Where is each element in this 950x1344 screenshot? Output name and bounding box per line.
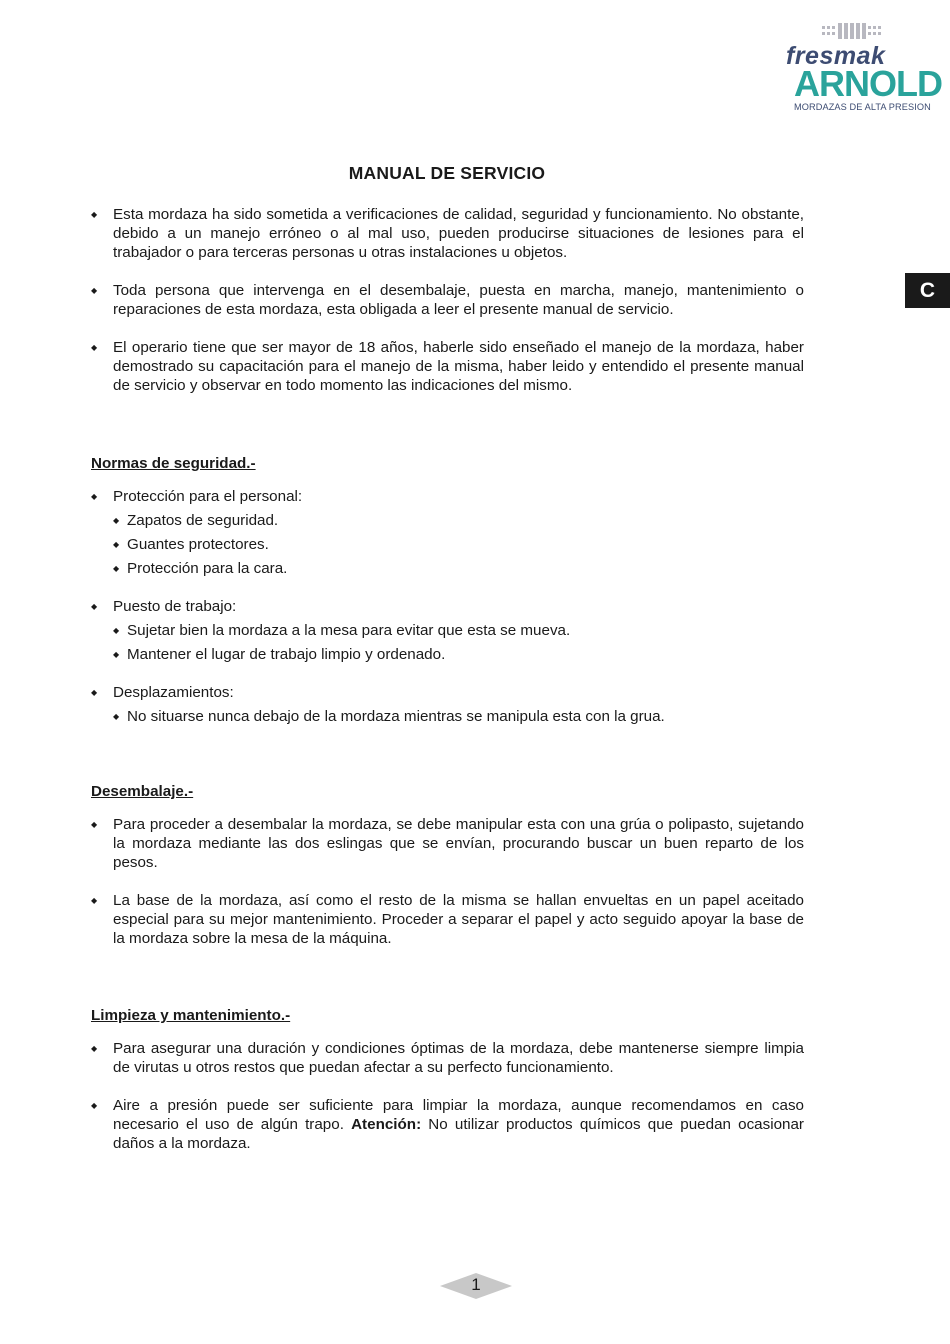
- list-item: ◆ Puesto de trabajo:: [91, 597, 804, 616]
- list-item: ◆ La base de la mordaza, así como el resto de la misma se hallan envueltas en un papel aceitado especial para su mejor mantenimiento. Proceder a separar el papel y acto seguido apoyar la base de la mordaza sobre la mesa de la máquina.: [91, 891, 804, 948]
- logo-tagline: MORDAZAS DE ALTA PRESION: [794, 102, 931, 112]
- warning-pre-text: Aire a presión puede ser suficiente para limpiar la mordaza, aunque recomendamos en caso necesario el uso de algún trapo.: [113, 1097, 804, 1133]
- page-number: [440, 1273, 512, 1299]
- list-item: ◆ El operario tiene que ser mayor de 18 años, haberle sido enseñado el manejo de la mordaza, haber demostrado su capacitación para el manejo de la misma, haber leido y entendido el presente manual de servicio y observar en todo momento las indicaciones del mismo.: [91, 338, 804, 395]
- list-item: ◆ Desplazamientos:: [91, 683, 804, 702]
- unpacking-section: [91, 782, 804, 948]
- safety-section: [91, 454, 804, 726]
- list-item: ◆ Protección para el personal:: [91, 487, 804, 506]
- sub-list-item: ◆ Protección para la cara.: [91, 559, 804, 578]
- sub-list-item: ◆ Mantener el lugar de trabajo limpio y ordenado.: [91, 645, 804, 664]
- sub-list-item: ◆ Sujetar bien la mordaza a la mesa para evitar que esta se mueva.: [91, 621, 804, 640]
- sub-list-item: ◆ Zapatos de seguridad.: [91, 511, 804, 530]
- list-item: [91, 1096, 804, 1153]
- list-item: ◆ Toda persona que intervenga en el desembalaje, puesta en marcha, manejo, mantenimiento o reparaciones de esta mordaza, esta obligada a leer el presente manual de servicio.: [91, 281, 804, 319]
- cleaning-section: [91, 1006, 804, 1153]
- company-logo: [780, 20, 942, 115]
- list-item: ◆ Esta mordaza ha sido sometida a verificaciones de calidad, seguridad y funcionamiento. No obstante, debido a un manejo erróneo o al mal uso, pueden producirse situaciones de lesiones para el trabajador o para terceras personas u otras instalaciones u objetos.: [91, 205, 804, 262]
- sub-list-item: ◆ Guantes protectores.: [91, 535, 804, 554]
- warning-label: Atención:: [351, 1116, 422, 1133]
- intro-section: [91, 205, 804, 395]
- section-heading: Limpieza y mantenimiento.-: [91, 1007, 291, 1024]
- page-number-text: 1: [471, 1275, 481, 1294]
- warning-post-text: No utilizar productos químicos que puedan ocasionar daños a la mordaza.: [113, 1116, 804, 1152]
- list-item: ◆ Para asegurar una duración y condiciones óptimas de la mordaza, debe mantenerse siempre limpia de virutas u otros restos que puedan afectar a su perfecto funcionamiento.: [91, 1039, 804, 1077]
- logo-grid-icon: [822, 22, 882, 42]
- section-heading: Desembalaje.-: [91, 783, 194, 800]
- logo-brand-top: fresmak: [786, 42, 886, 70]
- page-title: MANUAL DE SERVICIO: [348, 163, 546, 183]
- section-heading: Normas de seguridad.-: [91, 455, 256, 472]
- sub-list-item: ◆ No situarse nunca debajo de la mordaza mientras se manipula esta con la grua.: [91, 707, 804, 726]
- section-tab: C: [905, 273, 950, 308]
- logo-brand-main: ARNOLD: [794, 63, 942, 104]
- list-item: ◆ Para proceder a desembalar la mordaza, se debe manipular esta con una grúa o polipasto, sujetando la mordaza mediante las dos eslingas que se envían, procurando buscar un buen reparto de los pesos.: [91, 815, 804, 872]
